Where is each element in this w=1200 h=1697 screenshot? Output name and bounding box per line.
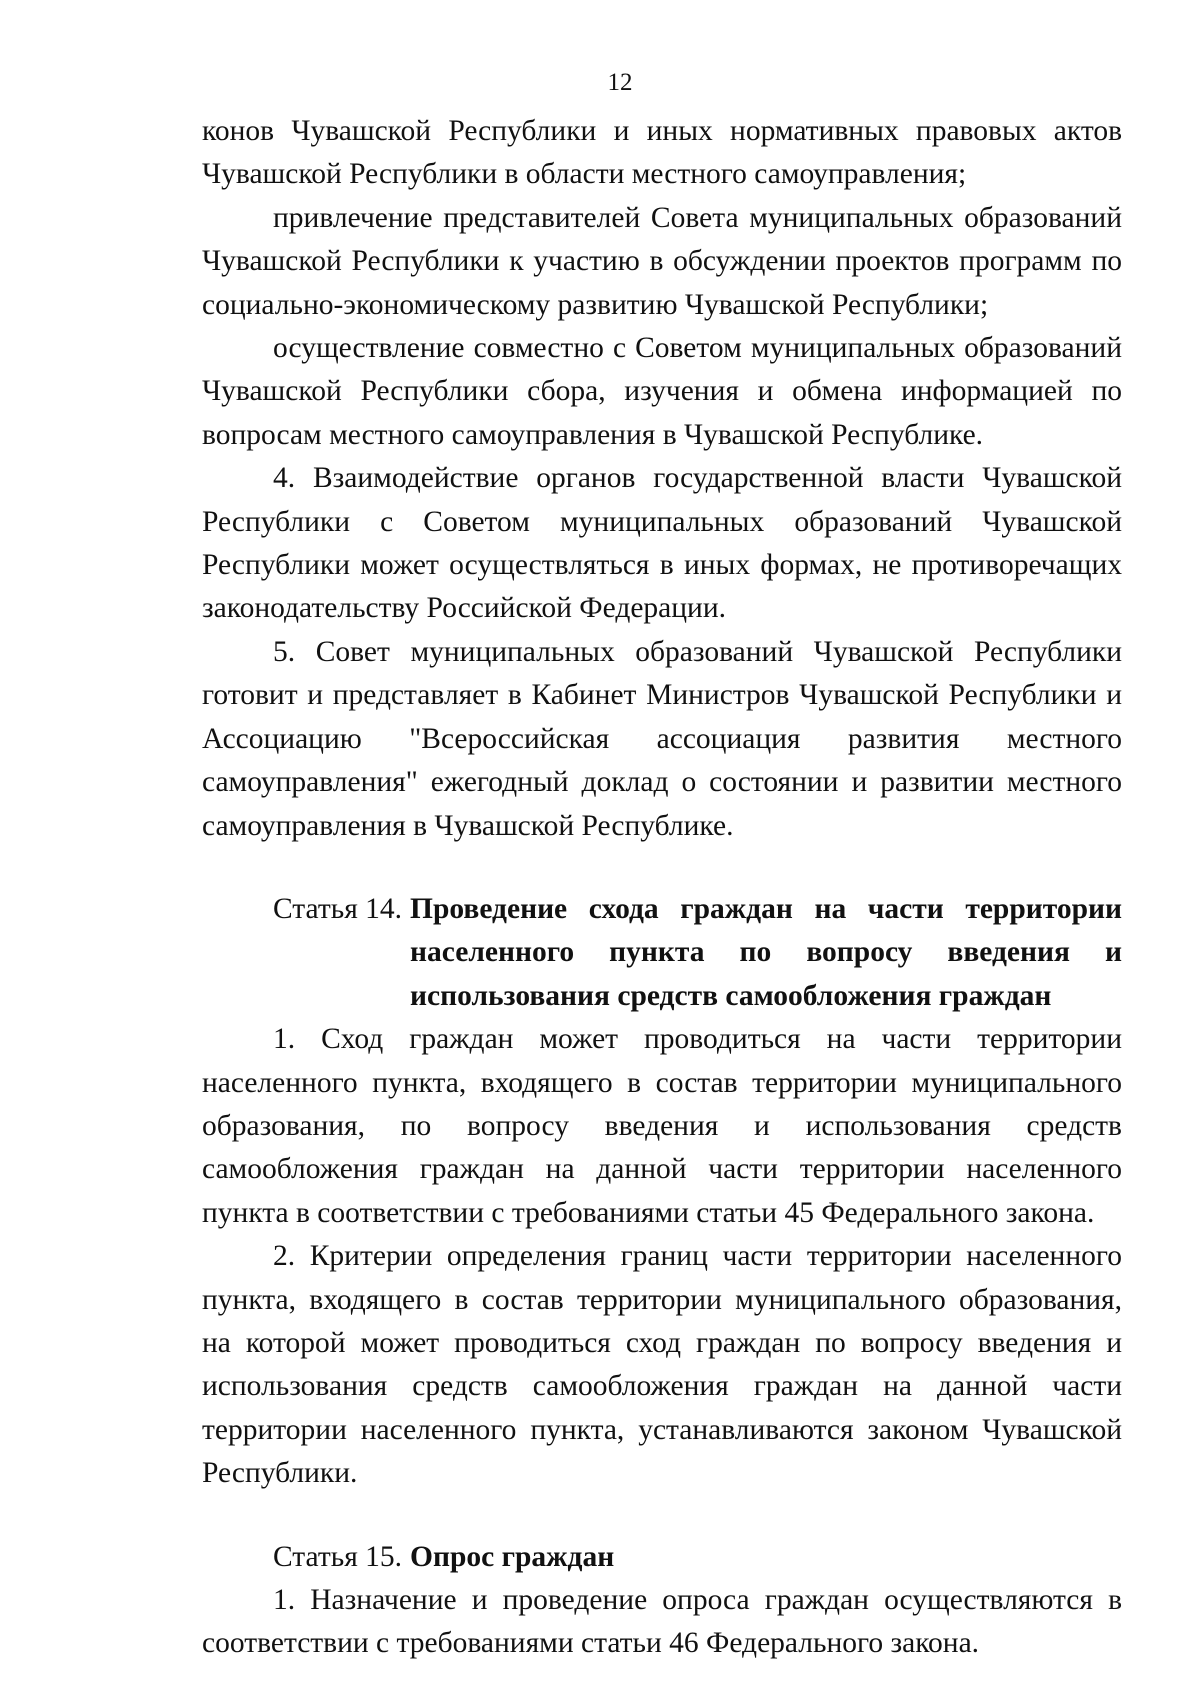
- article-14-paragraph-2: 2. Критерии определения границ части территории населенного пункта, входящего в состав территории муниципального образования, на которой может проводиться сход граждан по вопросу введения и использования средств самообложения граждан на данной части территории населенного пункта, устанавливаются законом Чувашской Республики.: [202, 1240, 1122, 1490]
- paragraph-item-4: 4. Взаимодействие органов государственной власти Чувашской Республики с Советом муниципальных образований Чувашской Республики может осуществляться в иных формах, не противоречащих законодательству Российской Федерации.: [202, 462, 1122, 625]
- document-body: [202, 110, 1122, 1666]
- article-15-heading: [202, 1536, 1122, 1579]
- paragraph-information-exchange: осуществление совместно с Советом муниципальных образований Чувашской Республики сбора, изучения и обмена информацией по вопросам местного самоуправления в Чувашской Республике.: [202, 332, 1122, 451]
- article-14-heading: [202, 888, 1122, 1018]
- article-14-paragraph-1: 1. Сход граждан может проводиться на части территории населенного пункта, входящего в состав территории муниципального образования, по вопросу введения и использования средств самообложения граждан на данной части территории населенного пункта в соответствии с требованиями статьи 45 Федерального закона.: [202, 1023, 1122, 1229]
- article-14-title: Проведение схода граждан на части территории населенного пункта по вопросу введения и использования средств самообложения граждан: [410, 892, 1122, 1012]
- article-14-number: Статья 14.: [273, 892, 403, 925]
- article-15-title: Опрос граждан: [410, 1540, 615, 1573]
- article-15-number: Статья 15.: [273, 1540, 403, 1573]
- paragraph-item-5: 5. Совет муниципальных образований Чувашской Республики готовит и представляет в Кабинет Министров Чувашской Республики и Ассоциацию "Всероссийская ассоциация развития местного самоуправления" ежегодный доклад о состоянии и развитии местного самоуправления в Чувашской Республике.: [202, 635, 1122, 842]
- article-15-paragraph-1: 1. Назначение и проведение опроса граждан осуществляются в соответствии с требованиями статьи 46 Федерального закона.: [202, 1584, 1122, 1660]
- page-number: 12: [607, 69, 633, 96]
- paragraph-continuation: конов Чувашской Республики и иных нормативных правовых актов Чувашской Республики в области местного самоуправления;: [202, 115, 1122, 191]
- paragraph-council-participation: привлечение представителей Совета муниципальных образований Чувашской Республики к участию в обсуждении проектов программ по социально-экономическому развитию Чувашской Республики;: [202, 201, 1122, 321]
